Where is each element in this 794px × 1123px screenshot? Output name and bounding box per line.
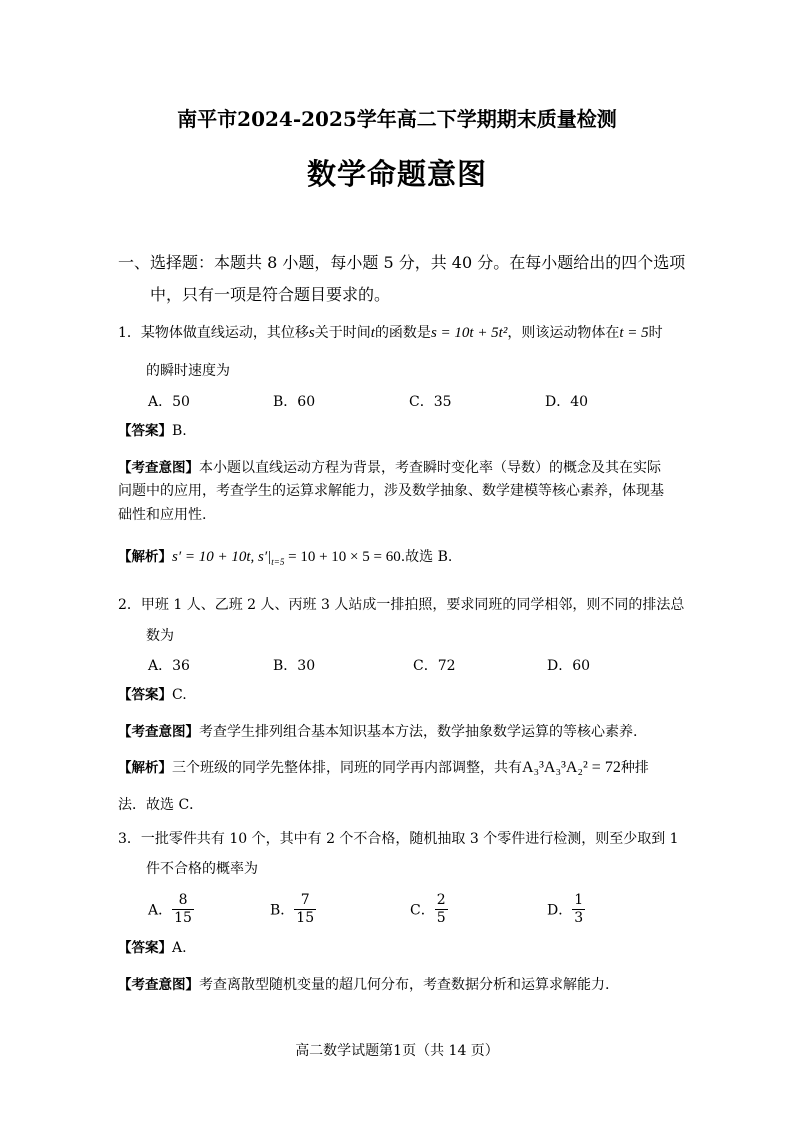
fraction-denominator: 3	[574, 910, 584, 926]
document-title: 南平市2024-2025学年高二下学期期末质量检测	[177, 107, 617, 131]
q3-option-b-label: B．	[270, 902, 295, 919]
q1-answer	[118, 419, 187, 439]
q1-t-value: t = 5	[619, 325, 649, 341]
q2-answer	[118, 683, 187, 703]
q3-option-a	[148, 892, 194, 927]
q2-option-b: B．30	[273, 658, 316, 674]
fraction-numerator: 8	[178, 892, 188, 908]
q1-option-d: D．40	[545, 394, 589, 410]
q2-analysis-line1	[118, 756, 649, 777]
q2-intent-text: 考查学生排列组合基本知识基本方法，数学抽象数学运算的等核心素养.	[199, 724, 638, 740]
q1-stem-c: 的函数是	[374, 325, 431, 341]
intent-label: 【考查意图】	[118, 460, 199, 476]
q2-stem-line1: 2．甲班 1 人、乙班 2 人、丙班 3 人站成一排拍照，要求同班的同学相邻，则不同的排法总	[118, 597, 685, 613]
q3-intent-text: 考查离散型随机变量的超几何分布，考查数据分析和运算求解能力.	[199, 977, 610, 993]
intent-label: 【考查意图】	[118, 977, 199, 993]
q1-stem-a: 1．某物体做直线运动，其位移	[118, 325, 309, 341]
q1-intent-line2: 问题中的应用，考查学生的运算求解能力，涉及数学抽象、数学建模等核心素养，体现基	[118, 483, 664, 499]
q2-analysis-formula: A₃³A₃³A₂² = 72	[522, 759, 621, 776]
q3-answer-value: A.	[172, 940, 187, 956]
q3-option-b-fraction	[294, 892, 316, 927]
answer-label: 【答案】	[118, 940, 172, 956]
q1-intent-line1	[118, 456, 661, 477]
q3-option-c-fraction	[435, 892, 448, 927]
q1-option-a: A．50	[148, 394, 190, 410]
q1-formula: s = 10t + 5t²	[430, 325, 508, 341]
analysis-label: 【解析】	[118, 760, 172, 776]
fraction-numerator: 7	[300, 892, 310, 908]
q3-option-c-label: C．	[410, 902, 435, 919]
section-heading-line1: 一、选择题：本题共 8 小题，每小题 5 分，共 40 分。在每小题给出的四个选项	[118, 253, 686, 272]
q2-analysis-a: 三个班级的同学先整体排，同班的同学再内部调整，共有	[172, 760, 522, 776]
q1-stem-b: 关于时间	[314, 325, 371, 341]
q1-analysis-sub: t=5	[271, 556, 285, 567]
q3-option-a-label: A．	[148, 902, 173, 919]
q3-option-d-label: D．	[547, 902, 573, 919]
intent-label: 【考查意图】	[118, 724, 199, 740]
answer-label: 【答案】	[118, 423, 172, 439]
q1-analysis-formula: s′ = 10 + 10t, s′|	[172, 549, 272, 565]
q1-stem-d: ，则该运动物体在	[507, 325, 620, 341]
q2-analysis-line2: 法．故选 C．	[118, 797, 204, 813]
q1-var-s: s	[308, 325, 315, 341]
q1-analysis-end: .故选 B.	[400, 549, 453, 565]
fraction-numerator: 1	[574, 892, 584, 908]
q2-option-c: C．72	[413, 658, 456, 674]
q2-stem-line2: 数为	[146, 628, 174, 644]
q1-option-b: B．60	[273, 394, 316, 410]
q1-option-c: C．35	[409, 394, 452, 410]
fraction-denominator: 15	[174, 910, 192, 926]
q3-option-a-fraction	[172, 892, 194, 927]
analysis-label: 【解析】	[118, 549, 172, 565]
fraction-numerator: 2	[436, 892, 446, 908]
q1-analysis-formula2: = 10 + 10 × 5 = 60	[284, 549, 401, 565]
q3-option-d	[547, 892, 585, 927]
q1-var-t: t	[370, 325, 375, 341]
q1-stem-line1	[118, 322, 663, 342]
q2-answer-value: C.	[172, 687, 187, 703]
answer-label: 【答案】	[118, 687, 172, 703]
q2-option-d: D．60	[547, 658, 591, 674]
section-heading-line2: 中，只有一项是符合题目要求的。	[150, 285, 391, 304]
q2-option-a: A．36	[148, 658, 190, 674]
q1-stem-e: 时	[648, 325, 663, 341]
q3-option-c	[410, 892, 448, 927]
q3-stem-line2: 件不合格的概率为	[146, 861, 258, 877]
q2-intent	[118, 720, 637, 741]
q3-option-d-fraction	[572, 892, 585, 927]
q1-intent-line3: 础性和应用性.	[118, 507, 207, 523]
q2-analysis-b: 种排	[620, 760, 649, 776]
fraction-denominator: 5	[436, 910, 446, 926]
q1-stem-line2: 的瞬时速度为	[146, 363, 230, 379]
document-subtitle: 数学命题意图	[306, 157, 487, 191]
page-footer: 高二数学试题第1页（共 14 页）	[295, 1043, 499, 1059]
q3-stem-line1: 3．一批零件共有 10 个，其中有 2 个不合格，随机抽取 3 个零件进行检测，则至少取到 1	[118, 831, 679, 847]
q1-analysis	[118, 545, 452, 567]
q3-intent	[118, 973, 609, 994]
fraction-denominator: 15	[296, 910, 315, 926]
q1-intent-text1: 本小题以直线运动方程为背景，考查瞬时变化率（导数）的概念及其在实际	[199, 460, 661, 476]
q1-answer-value: B.	[172, 423, 187, 439]
q3-option-b	[270, 892, 316, 927]
q3-answer	[118, 936, 187, 956]
